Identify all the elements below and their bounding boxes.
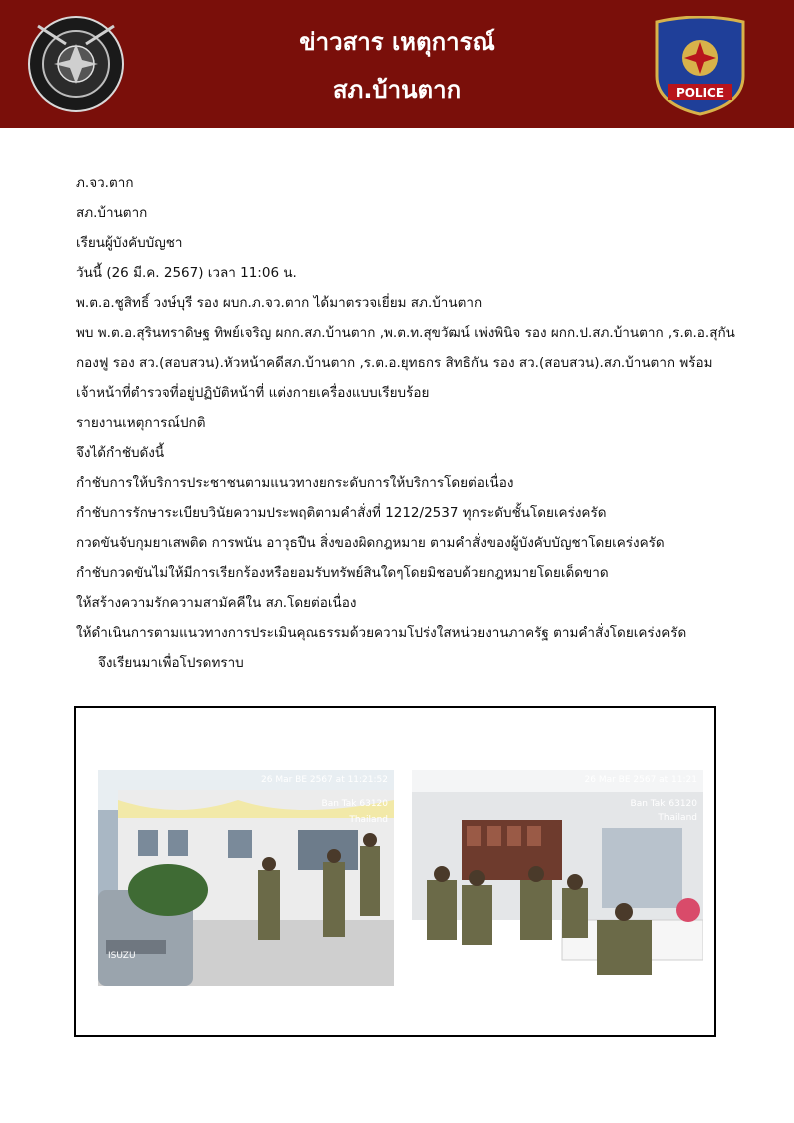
report-body: [76, 168, 756, 678]
photo-frame: [74, 706, 716, 1037]
photo-stamp-location: Ban Tak 63120: [321, 799, 388, 809]
photo-stamp-date: 26 Mar BE 2567 at 11:21: [584, 775, 697, 785]
report-line: กองฟู รอง สว.(สอบสวน).หัวหน้าคดีสภ.บ้านตาก ,ร.ต.อ.ยุทธกร สิทธิกัน รอง สว.(สอบสวน).สภ.บ้านตาก พร้อม: [76, 355, 713, 371]
photo-station-interior: [412, 770, 703, 986]
report-closing: จึงเรียนมาเพื่อโปรดทราบ: [98, 655, 244, 671]
report-line: กวดขันจับกุมยาเสพติด การพนัน อาวุธปืน สิ่งของผิดกฎหมาย ตามคำสั่งของผู้บังคับบัญชาโดยเคร่งครัด: [76, 535, 665, 551]
report-line: ให้สร้างความรักความสามัคคีใน สภ.โดยต่อเนื่อง: [76, 595, 357, 611]
report-line: เจ้าหน้าที่ตำรวจที่อยู่ปฏิบัติหน้าที่ แต่งกายเครื่องแบบเรียบร้อย: [76, 385, 430, 401]
report-line: กำชับการรักษาระเบียบวินัยความประพฤติตามคำสั่งที่ 1212/2537 ทุกระดับชั้นโดยเคร่งครัด: [76, 505, 607, 521]
report-line: จึงได้กำชับดังนี้: [76, 445, 165, 461]
report-line: พบ พ.ต.อ.สุรินทราดิษฐ ทิพย์เจริญ ผกก.สภ.บ้านตาก ,พ.ต.ท.สุขวัฒน์ เพ่งพินิจ รอง ผกก.ป.สภ.บ้านตาก ,ร.ต.อ.สุกัน: [76, 325, 735, 341]
photo-stamp-country: Thailand: [658, 813, 697, 823]
report-line: วันนี้ (26 มี.ค. 2567) เวลา 11:06 น.: [76, 265, 297, 281]
photo-stamp-date: 26 Mar BE 2567 at 11:21:52: [261, 775, 388, 785]
header-banner: [0, 0, 794, 128]
report-line: สภ.บ้านตาก: [76, 205, 148, 221]
report-line: กำชับการให้บริการประชาชนตามแนวทางยกระดับการให้บริการโดยต่อเนื่อง: [76, 475, 514, 491]
photo-stamp-location: Ban Tak 63120: [630, 799, 697, 809]
photo-station-exterior: [98, 770, 394, 986]
report-line: กำชับกวดขันไม่ให้มีการเรียกร้องหรือยอมรับทรัพย์สินใดๆโดยมิชอบด้วยกฎหมายโดยเด็ดขาด: [76, 565, 609, 581]
police-badge-label: POLICE: [675, 86, 725, 100]
report-line: รายงานเหตุการณ์ปกติ: [76, 415, 206, 431]
photo-stamp-country: Thailand: [349, 815, 388, 825]
car-badge-label: ISUZU: [108, 951, 136, 961]
page-subtitle: สภ.บ้านตาก: [332, 76, 462, 104]
report-line: พ.ต.อ.ชูสิทธิ์ วงษ์บุรี รอง ผบก.ภ.จว.ตาก ได้มาตรวจเยี่ยม สภ.บ้านตาก: [76, 295, 483, 311]
page-title: ข่าวสาร เหตุการณ์: [299, 28, 495, 56]
report-line: ภ.จว.ตาก: [76, 175, 134, 191]
police-badge-icon: [651, 16, 749, 116]
report-line: ให้ดำเนินการตามแนวทางการประเมินคุณธรรมด้วยความโปร่งใสหน่วยงานภาครัฐ ตามคำสั่งโดยเคร่งครัด: [76, 625, 687, 641]
report-line: เรียนผู้บังคับบัญชา: [76, 235, 183, 251]
